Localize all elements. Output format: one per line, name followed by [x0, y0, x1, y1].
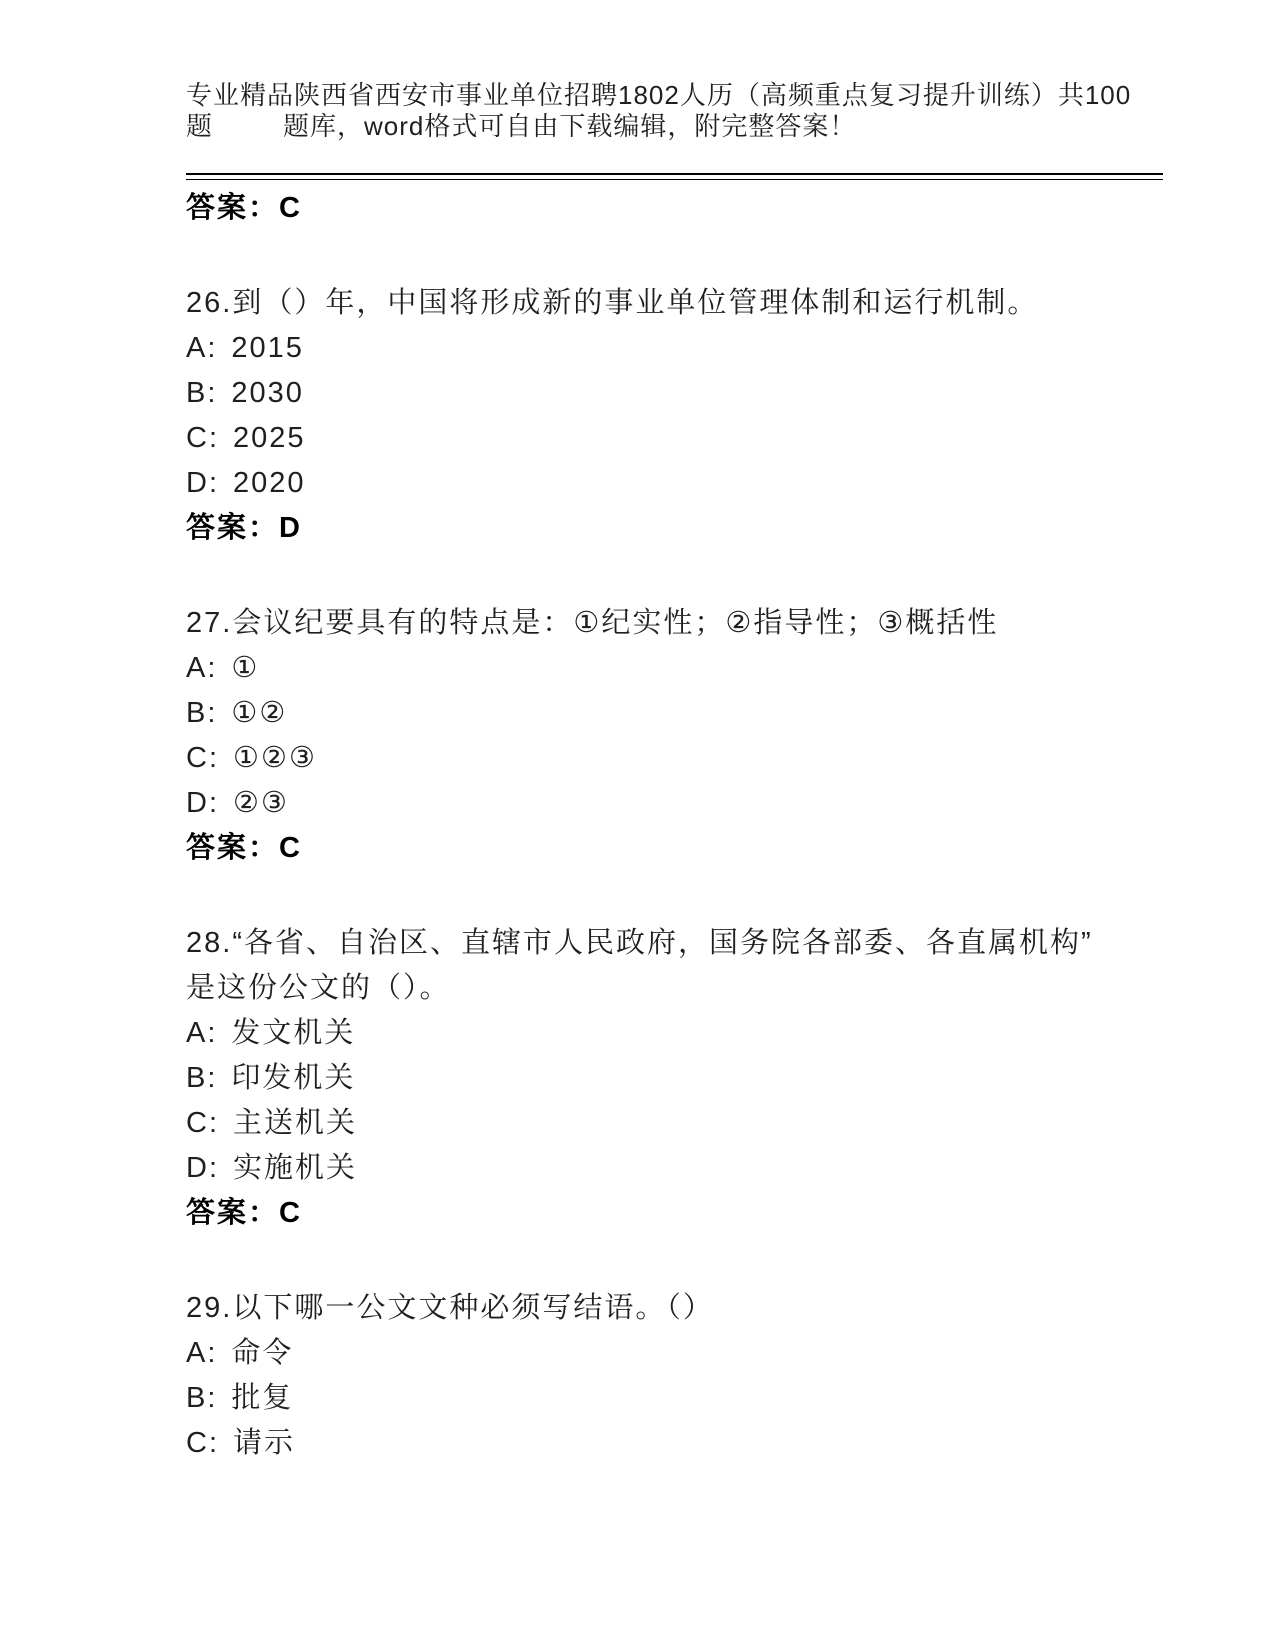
answer-label: 答案：	[186, 832, 280, 864]
answer-value: C	[279, 1197, 300, 1229]
answer-row	[186, 826, 1186, 871]
answer-label: 答案：	[186, 1197, 280, 1229]
page-header	[186, 80, 1166, 142]
option-text: 命令	[231, 1337, 294, 1369]
option-row	[186, 691, 1186, 736]
option-text: 2025	[233, 422, 306, 454]
option-label: C:	[186, 742, 219, 774]
option-text: 请示	[233, 1427, 296, 1459]
option-row	[186, 1421, 1186, 1466]
answer-row	[186, 1191, 1186, 1236]
option-label: B:	[186, 1062, 218, 1094]
option-text: 2015	[231, 332, 304, 364]
option-row	[186, 1376, 1186, 1421]
option-text: ②③	[233, 787, 289, 819]
header-divider	[186, 173, 1163, 180]
option-label: A:	[186, 332, 218, 364]
option-row	[186, 646, 1186, 691]
option-label: B:	[186, 377, 218, 409]
option-label: B:	[186, 1382, 218, 1414]
question-number: 26.	[186, 287, 233, 319]
document-body	[186, 186, 1186, 1466]
question-text-row	[186, 601, 1186, 646]
answer-row	[186, 506, 1186, 551]
option-row	[186, 1011, 1186, 1056]
option-text: ①②③	[233, 742, 317, 774]
option-label: A:	[186, 1017, 218, 1049]
option-row	[186, 416, 1186, 461]
option-text: 2020	[233, 467, 306, 499]
option-row	[186, 1056, 1186, 1101]
option-label: C:	[186, 1107, 219, 1139]
option-text: 实施机关	[233, 1152, 358, 1184]
option-row	[186, 1146, 1186, 1191]
answer-value: C	[279, 832, 300, 864]
question-text-row	[186, 281, 1186, 326]
question-29	[186, 1286, 1186, 1466]
question-26	[186, 281, 1186, 551]
option-label: D:	[186, 1152, 219, 1184]
question-text: 以下哪一公文文种必须写结语。（）	[232, 1292, 714, 1324]
question-number: 27.	[186, 607, 233, 639]
option-row	[186, 1101, 1186, 1146]
answer-row	[186, 186, 1186, 231]
question-text: 会议纪要具有的特点是：①纪实性；②指导性；③概括性	[232, 607, 999, 639]
question-number: 29.	[186, 1292, 233, 1324]
option-row	[186, 461, 1186, 506]
option-text: 批复	[231, 1382, 294, 1414]
option-row	[186, 326, 1186, 371]
answer-value: D	[279, 512, 300, 544]
option-text: 印发机关	[231, 1062, 356, 1094]
question-text-row	[186, 966, 1186, 1011]
option-label: D:	[186, 467, 219, 499]
option-row	[186, 1331, 1186, 1376]
question-27	[186, 601, 1186, 871]
option-label: C:	[186, 1427, 219, 1459]
option-label: B:	[186, 697, 218, 729]
option-row	[186, 781, 1186, 826]
question-number: 28.	[186, 927, 233, 959]
option-text: 主送机关	[233, 1107, 358, 1139]
option-row	[186, 736, 1186, 781]
option-row	[186, 371, 1186, 416]
header-line-2-end: 题库，word格式可自由下载编辑，附完整答案！	[283, 111, 857, 141]
option-text: 发文机关	[231, 1017, 356, 1049]
question-28	[186, 921, 1186, 1236]
question-text: 是这份公文的（）。	[186, 972, 451, 1004]
header-line-2	[186, 111, 1166, 142]
question-text: 到（）年，中国将形成新的事业单位管理体制和运行机制。	[232, 287, 1039, 319]
option-text: ①	[231, 652, 260, 684]
answer-label: 答案：	[186, 192, 280, 224]
option-label: A:	[186, 1337, 218, 1369]
question-text: “各省、自治区、直辖市人民政府，国务院各部委、各直属机构”	[232, 927, 1093, 959]
question-text-row	[186, 921, 1186, 966]
option-text: ①②	[231, 697, 288, 729]
answer-label: 答案：	[186, 512, 280, 544]
header-line-2-start: 题	[186, 111, 214, 141]
question-text-row	[186, 1286, 1186, 1331]
header-line-1: 专业精品陕西省西安市事业单位招聘1802人历（高频重点复习提升训练）共100	[186, 80, 1132, 110]
option-text: 2030	[231, 377, 304, 409]
option-label: C:	[186, 422, 219, 454]
answer-value: C	[279, 192, 300, 224]
option-label: D:	[186, 787, 219, 819]
option-label: A:	[186, 652, 218, 684]
